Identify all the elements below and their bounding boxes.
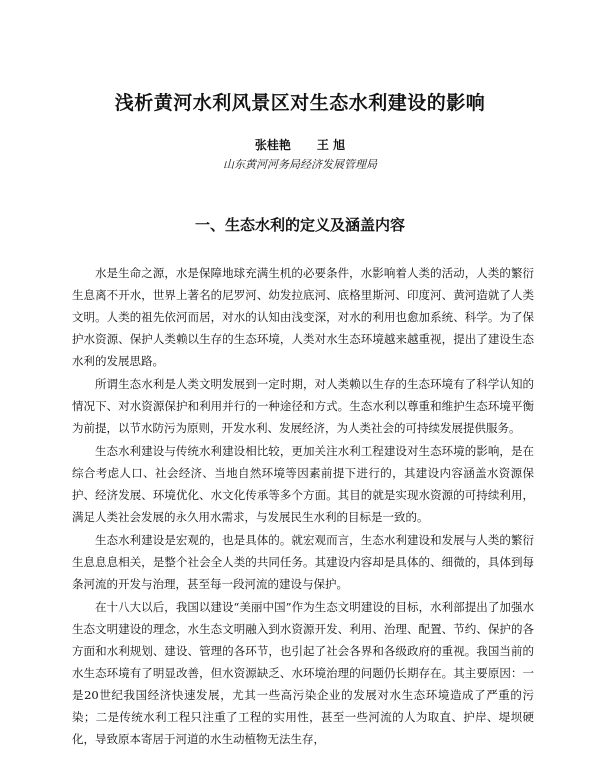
- author-affiliation: 山东黄河河务局经济发展管理局: [223, 158, 377, 171]
- paragraph: 水是生命之源，水是保障地球充满生机的必要条件，水影响着人类的活动，人类的繁衍生息离不开水，世界上著名的尼罗河、幼发拉底河、底格里斯河、印度河、黄河造就了人类文明。人类的祖先依河而居，对水的认知由浅变深，对水的利用也愈加系统、科学。为了保护水资源、保护人类赖以生存的生态环境，人类对水生态环境越来越重视，提出了建设生态水利的发展思路。: [72, 266, 534, 368]
- author-list: [0, 136, 600, 153]
- paragraph: 生态水利建设是宏观的，也是具体的。就宏观而言，生态水利建设和发展与人类的繁衍生息息息相关，是整个社会全人类的共同任务。其建设内容却是具体的、细微的，具体到每条河流的开发与治理，甚至每一段河流的建设与保护。: [72, 533, 534, 591]
- section-heading: 一、生态水利的定义及涵盖内容: [194, 216, 405, 234]
- body-text: [72, 262, 534, 751]
- paragraph: 在十八大以后，我国以建设“美丽中国”作为生态文明建设的目标，水利部提出了加强水生态文明建设的理念，水生态文明融入到水资源开发、利用、治理、配置、节约、保护的各方面和水利规划、建设、管理的各环节，也引起了社会各界和各级政府的重视。我国当前的水生态环境有了明显改善，但水资源缺乏、水环境治理的问题仍长期存在。其主要原因：一是20世纪我国经济快速发展，尤其一些高污染企业的发展对水生态环境造成了严重的污染；二是传统水利工程只注重了工程的实用性，甚至一些河流的人为取直、护岸、堤坝硬化，导致原本寄居于河道的水生动植物无法生存，: [72, 600, 534, 746]
- author-name: 张桂艳: [254, 138, 291, 152]
- paragraph: 生态水利建设与传统水利建设相比较，更加关注水利工程建设对生态环境的影响，是在综合考虑人口、社会经济、当地自然环境等因素前提下进行的，其建设内容涵盖水资源保护、经济发展、环境优化、水文化传承等多个方面。其目的就是实现水资源的可持续利用，满足人类社会发展的永久用水需求，与发展民生水利的目标是一致的。: [72, 444, 534, 524]
- paragraph: 所谓生态水利是人类文明发展到一定时期，对人类赖以生存的生态环境有了科学认知的情况下、对水资源保护和利用并行的一种途径和方式。生态水利以尊重和维护生态环境平衡为前提，以节水防污为原则，开发水利、发展经济，为人类社会的可持续发展提供服务。: [72, 377, 534, 435]
- author-name: 王 旭: [316, 138, 346, 152]
- paper-title: 浅析黄河水利风景区对生态水利建设的影响: [114, 92, 486, 114]
